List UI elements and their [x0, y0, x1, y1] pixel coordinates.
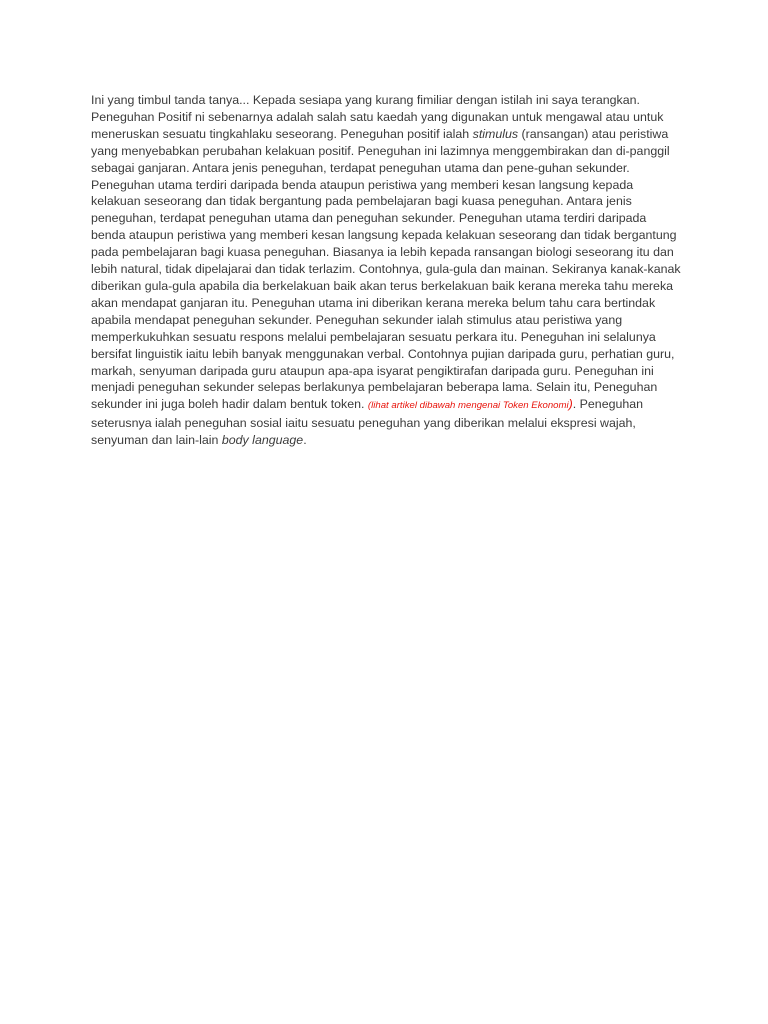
red-note-token-ekonomi: (lihat artikel dibawah mengenai Token Ekonomi	[367, 400, 569, 412]
paragraph-text-main: (ransangan) atau peristiwa yang menyebabkan perubahan kelakuan positif. Peneguhan ini lazimnya menggembirakan dan di-panggil sebagai ganjaran. Antara jenis peneguhan, terdapat peneguhan utama dan pene-guhan sekunder. Peneguhan utama terdiri daripada benda ataupun peristiwa yang memberi kesan langsung kepada kelakuan seseorang dan tidak bergantung pada pembelajaran bagi kuasa peneguhan. Antara jenis peneguhan, terdapat peneguhan utama dan peneguhan sekunder. Peneguhan utama terdiri daripada benda ataupun peristiwa yang memberi kesan langsung kepada kelakuan seseorang dan tidak bergantung pada pembelajaran bagi kuasa peneguhan. Biasanya ia lebih kepada ransangan biologi seseorang itu dan lebih natural, tidak dipelajarai dan tidak terlazim. Contohnya, gula-gula dan mainan. Sekiranya kanak-kanak diberikan gula-gula apabila dia berkelakuan baik akan terus berkelakuan baik kerana mereka tahu mereka akan mendapat ganjaran itu. Peneguhan utama ini diberikan kerana mereka belum tahu cara bertindak apabila mendapat peneguhan sekunder. Peneguhan sekunder ialah stimulus atau peristiwa yang memperkukuhkan sesuatu respons melalui pembelajaran sesuatu perkara itu. Peneguhan ini selalunya bersifat linguistik iaitu lebih banyak menggunakan verbal. Contohnya pujian daripada guru, perhatian guru, markah, senyuman daripada guru ataupun apa-apa isyarat pengiktirafan daripada guru. Peneguhan ini menjadi peneguhan sekunder selepas berlakunya pembelajaran beberapa lama. Selain itu, Peneguhan sekunder ini juga boleh hadir dalam bentuk token.	[91, 126, 681, 412]
body-paragraph	[91, 92, 683, 449]
italic-term-body-language: body language	[221, 433, 304, 448]
paragraph-text-intro: Ini yang timbul tanda tanya... Kepada sesiapa yang kurang fimiliar dengan istilah ini saya terangkan. Peneguhan Positif ni sebenarnya adalah salah satu kaedah yang digunakan untuk mengawal atau untuk meneruskan sesuatu tingkahlaku seseorang. Peneguhan positif ialah	[91, 93, 664, 141]
italic-term-stimulus: stimulus	[472, 126, 519, 141]
paragraph-text-social: . Peneguhan seterusnya ialah peneguhan sosial iaitu sesuatu peneguhan yang diberikan melalui ekspresi wajah, senyuman dan lain-lain	[91, 397, 644, 448]
red-note-close-paren: )	[568, 397, 573, 412]
paragraph-text-end: .	[303, 433, 307, 448]
